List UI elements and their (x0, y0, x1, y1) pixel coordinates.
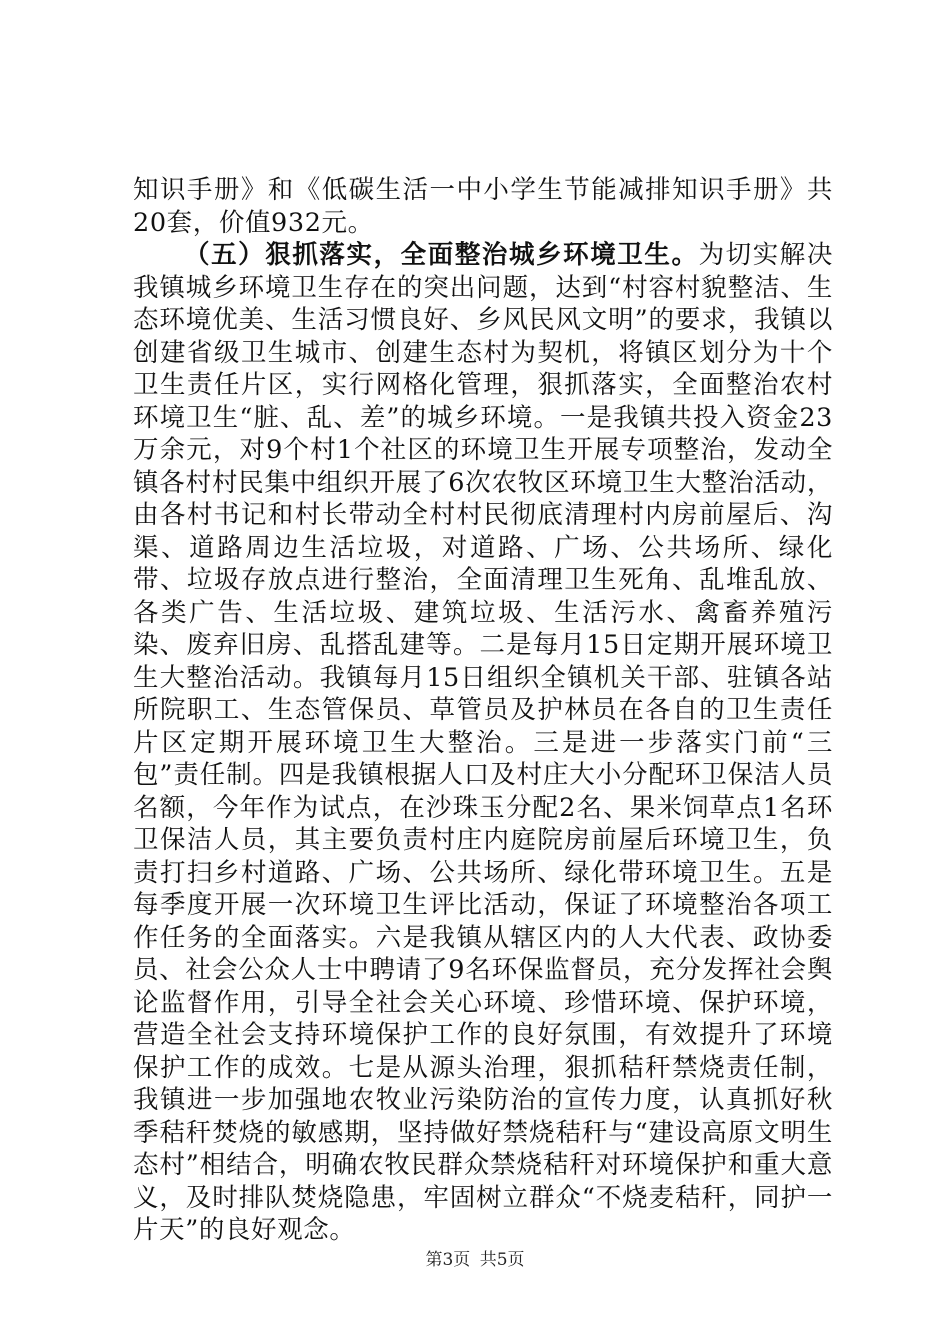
section-body: 为切实解决我镇城乡环境卫生存在的突出问题，达到“村容村貌整洁、生态环境优美、生活习惯良好、乡风民风文明”的要求，我镇以创建省级卫生城市、创建生态村为契机，将镇区划分为十个卫生责任片区，实行网格化管理，狠抓落实，全面整治农村环境卫生“脏、乱、差”的城乡环境。一是我镇共投入资金23万余元，对9个村1个社区的环境卫生开展专项整治，发动全镇各村村民集中组织开展了6次农牧区环境卫生大整治活动，由各村书记和村长带动全村村民彻底清理村内房前屋后、沟渠、道路周边生活垃圾，对道路、广场、公共场所、绿化带、垃圾存放点进行整治，全面清理卫生死角、乱堆乱放、各类广告、生活垃圾、建筑垃圾、生活污水、禽畜养殖污染、废弃旧房、乱搭乱建等。二是每月15日定期开展环境卫生大整治活动。我镇每月15日组织全镇机关干部、驻镇各站所院职工、生态管保员、草管员及护林员在各自的卫生责任片区定期开展环境卫生大整治。三是进一步落实门前“三包”责任制。四是我镇根据人口及村庄大小分配环卫保洁人员名额，今年作为试点，在沙珠玉分配2名、果米饲草点1名环卫保洁人员，其主要负责村庄内庭院房前屋后环境卫生，负责打扫乡村道路、广场、公共场所、绿化带环境卫生。五是每季度开展一次环境卫生评比活动，保证了环境整治各项工作任务的全面落实。六是我镇从辖区内的人大代表、政协委员、社会公众人士中聘请了9名环保监督员，充分发挥社会舆论监督作用，引导全社会关心环境、珍惜环境、保护环境，营造全社会支持环境保护工作的良好氛围，有效提升了环境保护工作的成效。七是从源头治理，狠抓秸秆禁烧责任制，我镇进一步加强地农牧业污染防治的宣传力度，认真抓好秋季秸秆焚烧的敏感期，坚持做好禁烧秸秆与“建设高原文明生态村”相结合，明确农牧民群众禁烧秸秆对环境保护和重大意义，及时排队焚烧隐患，牢固树立群众“不烧麦秸秆，同护一片天”的良好观念。 (133, 240, 833, 1245)
paragraph-continued: 知识手册》和《低碳生活一中小学生节能减排知识手册》共20套，价值932元。 (133, 175, 833, 238)
page-number-total: 共5页 (479, 1250, 525, 1270)
page-footer (0, 1245, 950, 1270)
document-body (133, 174, 833, 1247)
section-heading: （五）狠抓落实，全面整治城乡环境卫生。 (184, 240, 699, 270)
page-number-current: 第3页 (425, 1250, 471, 1270)
section-paragraph (133, 239, 833, 1247)
